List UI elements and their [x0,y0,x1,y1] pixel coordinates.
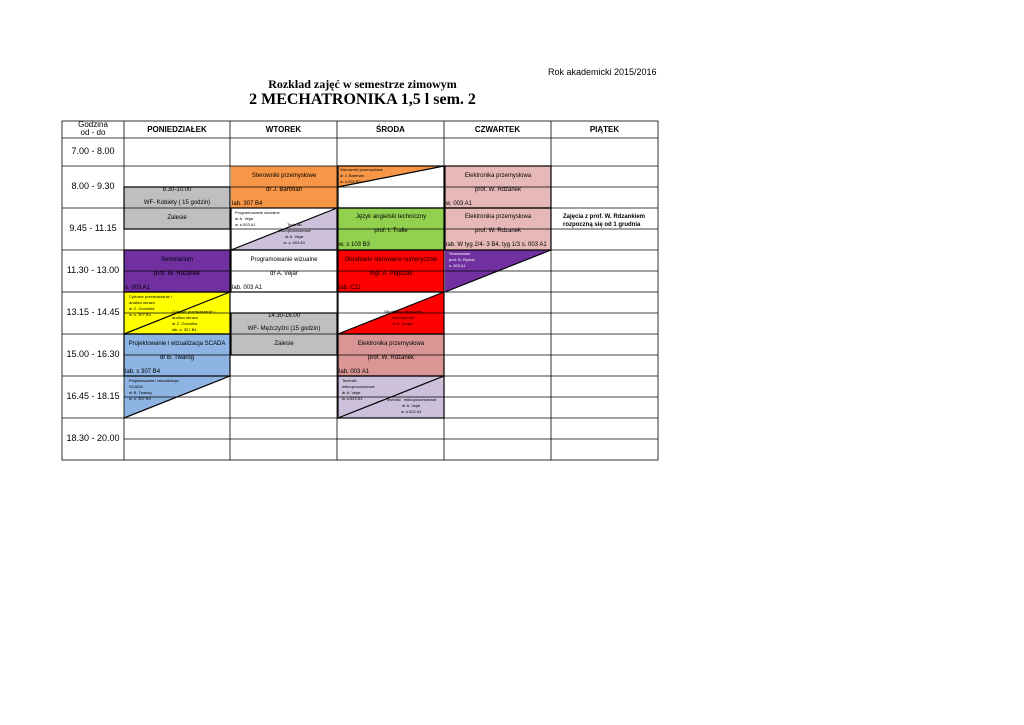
wf-men-label: WF- Mężczyźni (15 godzin) [247,326,321,332]
seminar-teacher: prof. W. Rdzanek [153,271,201,277]
cnc-room: lab. C11 [339,285,361,291]
english-room: w. s 103 B3 [339,242,371,248]
power-electronics-room: lab. W tyg 2/4- 3 B4, tyg 1/3 s. 003 A1 [446,242,547,248]
academic-year: Rok akademicki 2015/2016 [548,67,657,77]
scada-teacher: dr B. Twaróg [160,355,194,361]
time-slot-label: 16.45 - 18.15 [66,391,120,401]
class-group-title: 2 MECHATRONIKA 1,5 l sem. 2 [249,91,476,108]
time-slot-label: 13.15 - 14.45 [66,307,120,317]
seminar-thu-label: Seminarium prof. B. Rymar s. 003 A1 [449,251,475,268]
micro-lecture-label: Techniki mikroprocesorowe dr A. Vejar w. s. 003 A1 [278,222,311,245]
day-header-friday: PIĄTEK [589,125,620,134]
wf-men-location: Zalesie [274,341,294,347]
day-header-wednesday: ŚRODA [376,125,405,134]
image-processing-lecture: Cyfrowe przetwarzanie i analiza obrazu dr Z. Gomólka w. s. 307 B4 [129,294,172,317]
wf-women-location: Zalesie [167,215,187,221]
time-slot-label: 8.00 - 9.30 [71,181,115,191]
time-slot-label: 18.30 - 20.00 [66,433,120,443]
power-electronics-room: w. 003 A1 [446,201,473,207]
cnc-lecture-label: Obrabiarki sterowane numerycznie dr K. Kluger [384,309,423,326]
time-column-header: Godzina od - do [78,120,108,137]
time-slot-label: 15.00 - 16.30 [66,349,120,359]
seminar-room: s. 003 A1 [125,285,151,291]
scada-lecture: Projektowanie i wizualizacja SCADA dr B. Twaróg w. s. 307 B4 [129,378,179,401]
micro-lecture-wed: Techniki mikroprocesorowe dr A. Vejar w. s.022 A1 [342,378,375,401]
english-title: Język angielski techniczny [355,214,427,220]
plc-title: Sterowniki przemysłowe [251,173,317,179]
friday-note: Zajęcia z prof. W. Rdzankiem rozpoczną się od 1 grudnia [563,214,646,228]
plc-room: lab. 307 B4 [232,201,263,207]
time-slot-label: 9.45 - 11.15 [69,223,117,233]
power-electronics-room: lab. 003 A1 [339,369,370,375]
power-electronics-title: Elektronika przemysłowa [464,214,532,220]
wf-women-label: WF- Kobiety ( 15 godzin) [143,200,211,206]
plc-teacher: dr J. Bartman [265,187,302,193]
power-electronics-title: Elektronika przemysłowa [464,173,532,179]
time-slot-label: 11.30 - 13.00 [66,265,120,275]
visual-programming-lecture: Programowanie wizualne dr A. Vejar w. s.003 A1 [235,210,280,227]
power-electronics-teacher: prof. W. Rdzanek [367,355,415,361]
scada-room: lab. s 307 B4 [125,369,161,375]
visual-programming-room: lab. 003 A1 [232,285,263,291]
power-electronics-title: Elektronika przemysłowa [357,341,425,347]
visual-programming-teacher: dr A. Vejar [270,271,298,277]
power-electronics-teacher: prof. W. Rdzanek [474,187,522,193]
wf-women-time: 8.30-10.00 [162,187,192,193]
time-slot-label: 7.00 - 8.00 [71,146,115,156]
micro-lab-wed: Techniki mikroprocesorowe dr A. Vejar w. s.022 A1 [386,397,437,414]
schedule-title: Rozkład zajęć w semestrze zimowym [268,77,457,91]
plc-lecture-label: Sterowniki przemysłowe dr J. Bartman w. s.202 B3 [340,167,383,184]
seminar-title: Seminarium [160,257,193,263]
power-electronics-teacher: prof. W. Rdzanek [474,228,522,234]
cnc-title: Obrabiarki sterowane numerycznie [344,257,438,263]
english-teacher: prof. I. Tralle [374,228,408,234]
cnc-teacher: mgr. A. Piątczak [369,271,413,277]
image-processing-lab: Cyfrowe przetwarzanie i analiza obrazu dr Z. Gomólka lab. s. 307 B4 [172,309,215,332]
day-header-thursday: CZWARTEK [474,125,521,134]
day-header-tuesday: WTOREK [265,125,302,134]
day-header-monday: PONIEDZIAŁEK [147,125,207,134]
wf-men-time: 14.30-16.00 [267,313,301,319]
scada-title: Projektowanie i wizualizacja SCADA [128,341,226,347]
visual-programming-title: Programowanie wizualne [250,257,318,263]
